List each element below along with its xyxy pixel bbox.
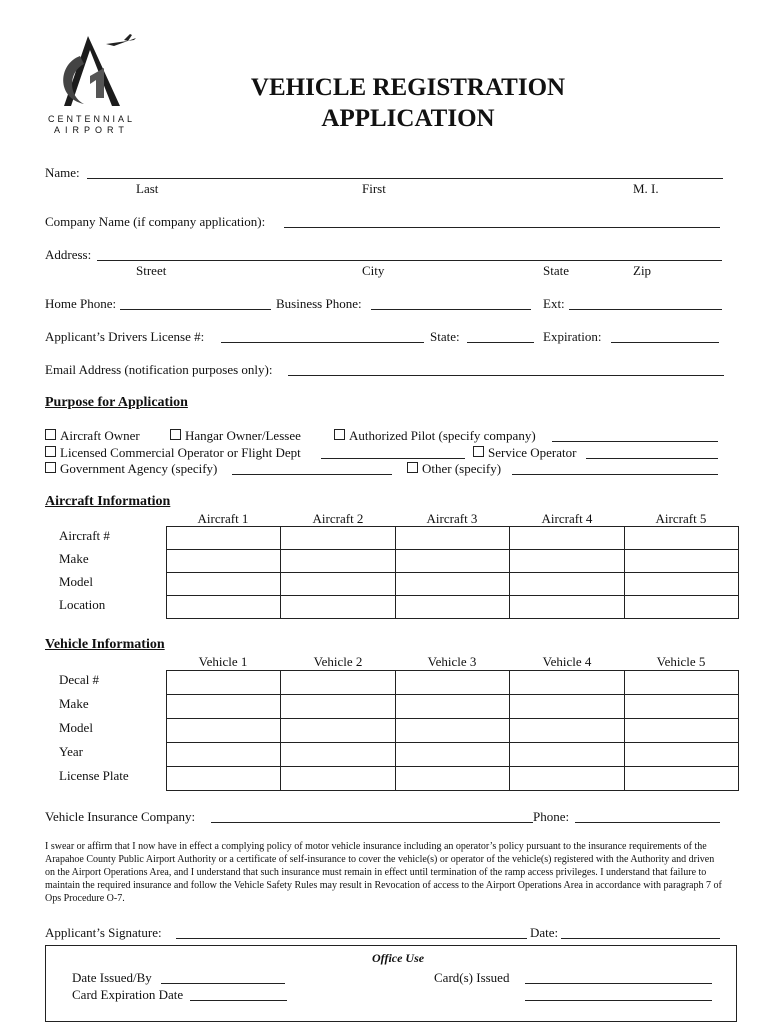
airport-logo [40, 28, 150, 138]
expiration-field[interactable] [611, 342, 719, 343]
page-title [248, 72, 568, 134]
airport-logo-mark [40, 28, 150, 113]
insurance-statement: I swear or affirm that I now have in effect a complying policy of motor vehicle insurance including an operator’s policy pursuant to the insurance requirements of the Arapahoe County Public Airport Authority or a certificate of self-insurance to cover the vehicle(s) or operator of the vehicle(s) registered with the Authority and driven on the Airport Operations Area, and I understand that such insurance must remain in effect until termination of the ramp access privileges. I understand that failure to maintain the required insurance and follow the Vehicle Safety Rules may result in Revocation of access to the Airport Operations Area in accordance with paragraph 7 of Ops Procedure O-7. [45, 841, 722, 904]
table-cell[interactable] [281, 695, 395, 719]
table-cell[interactable] [395, 671, 509, 695]
table-cell[interactable] [167, 695, 281, 719]
vehicle-table [166, 670, 739, 791]
table-cell[interactable] [167, 573, 281, 596]
business-phone-field[interactable] [371, 309, 531, 310]
vehicle-heading: Vehicle Information [45, 637, 165, 652]
checkbox[interactable] [45, 446, 56, 457]
table-row [167, 596, 739, 619]
table-cell[interactable] [510, 573, 624, 596]
table-cell[interactable] [624, 550, 738, 573]
name-field[interactable] [87, 178, 723, 179]
vehicle-col-5: Vehicle 5 [656, 654, 706, 669]
option-hangar-owner[interactable] [170, 428, 301, 444]
home-phone-field[interactable] [120, 309, 271, 310]
table-row [167, 767, 739, 791]
name-sub-first: First [362, 181, 386, 196]
table-cell[interactable] [281, 527, 395, 550]
table-cell[interactable] [624, 695, 738, 719]
signature-field[interactable] [176, 938, 527, 939]
aircraft-row-label: Aircraft # [59, 528, 110, 543]
cards-issued-field[interactable] [525, 983, 712, 984]
page-title-line2: APPLICATION [321, 105, 495, 132]
license-state-label: State: [430, 329, 460, 344]
checkbox[interactable] [334, 429, 345, 440]
home-phone-label: Home Phone: [45, 296, 117, 311]
table-cell[interactable] [624, 743, 738, 767]
address-field[interactable] [97, 260, 722, 261]
vehicle-row-label: Model [59, 720, 93, 735]
table-cell[interactable] [395, 719, 509, 743]
name-sub-last: Last [136, 181, 159, 196]
table-cell[interactable] [510, 695, 624, 719]
table-cell[interactable] [510, 550, 624, 573]
email-field[interactable] [288, 375, 724, 376]
company-field[interactable] [284, 227, 720, 228]
table-cell[interactable] [510, 767, 624, 791]
address-sub-city: City [362, 263, 385, 278]
checkbox[interactable] [45, 429, 56, 440]
table-cell[interactable] [510, 743, 624, 767]
aircraft-row-label: Model [59, 574, 93, 589]
table-cell[interactable] [624, 767, 738, 791]
cards-issued-field-2[interactable] [525, 1000, 712, 1001]
aircraft-col-1: Aircraft 1 [197, 511, 249, 526]
address-sub-state: State [543, 263, 569, 278]
table-row [167, 743, 739, 767]
card-expiration-label: Card Expiration Date [72, 987, 184, 1002]
table-cell[interactable] [510, 527, 624, 550]
table-cell[interactable] [281, 767, 395, 791]
table-cell[interactable] [281, 719, 395, 743]
aircraft-col-5: Aircraft 5 [655, 511, 707, 526]
vehicle-row-label: Year [59, 744, 83, 759]
table-cell[interactable] [167, 767, 281, 791]
option-label: Licensed Commercial Operator or Flight Dept [60, 445, 301, 460]
option-aircraft-owner[interactable] [45, 428, 140, 444]
option-label: Authorized Pilot (specify company) [349, 428, 536, 443]
option-label: Aircraft Owner [60, 428, 140, 443]
table-cell[interactable] [281, 671, 395, 695]
table-row [167, 550, 739, 573]
checkbox[interactable] [473, 446, 484, 457]
aircraft-col-4: Aircraft 4 [541, 511, 593, 526]
signature-date-field[interactable] [561, 938, 720, 939]
vehicle-col-4: Vehicle 4 [542, 654, 592, 669]
option-label: Service Operator [488, 445, 577, 460]
table-cell[interactable] [167, 527, 281, 550]
date-issued-field[interactable] [161, 983, 285, 984]
licensed-operator-field[interactable] [321, 458, 465, 459]
government-agency-field[interactable] [232, 474, 392, 475]
vehicle-col-1: Vehicle 1 [198, 654, 248, 669]
option-label: Other (specify) [422, 461, 502, 476]
table-row [167, 573, 739, 596]
vehicle-row-label: Decal # [59, 672, 100, 687]
aircraft-col-2: Aircraft 2 [312, 511, 364, 526]
signature-date-label: Date: [530, 925, 559, 940]
drivers-license-label: Applicant’s Drivers License #: [45, 329, 205, 344]
office-use-heading: Office Use [372, 951, 425, 965]
table-cell[interactable] [624, 671, 738, 695]
authorized-pilot-field[interactable] [552, 441, 718, 442]
insurance-phone-label: Phone: [533, 809, 570, 824]
aircraft-row-label: Location [59, 597, 106, 612]
table-cell[interactable] [281, 550, 395, 573]
purpose-heading: Purpose for Application [45, 395, 188, 410]
table-cell[interactable] [395, 767, 509, 791]
checkbox[interactable] [45, 462, 56, 473]
address-label: Address: [45, 247, 92, 262]
card-expiration-field[interactable] [190, 1000, 287, 1001]
table-cell[interactable] [510, 596, 624, 619]
table-cell[interactable] [167, 550, 281, 573]
table-row [167, 695, 739, 719]
ext-label: Ext: [543, 296, 565, 311]
other-field[interactable] [512, 474, 718, 475]
expiration-label: Expiration: [543, 329, 602, 344]
ext-field[interactable] [569, 309, 722, 310]
option-label: Hangar Owner/Lessee [185, 428, 301, 443]
checkbox[interactable] [407, 462, 418, 473]
date-issued-label: Date Issued/By [72, 970, 152, 985]
table-cell[interactable] [395, 596, 509, 619]
table-cell[interactable] [281, 573, 395, 596]
insurance-company-field[interactable] [211, 822, 533, 823]
table-cell[interactable] [510, 719, 624, 743]
table-cell[interactable] [281, 743, 395, 767]
aircraft-col-3: Aircraft 3 [426, 511, 478, 526]
cards-issued-label: Card(s) Issued [434, 970, 510, 985]
name-label: Name: [45, 165, 80, 180]
company-label: Company Name (if company application): [45, 214, 266, 229]
insurance-company-label: Vehicle Insurance Company: [45, 809, 196, 824]
table-row [167, 719, 739, 743]
vehicle-row-label: License Plate [59, 768, 129, 783]
license-state-field[interactable] [467, 342, 534, 343]
table-row [167, 527, 739, 550]
table-cell[interactable] [395, 550, 509, 573]
table-cell[interactable] [510, 671, 624, 695]
option-label: Government Agency (specify) [60, 461, 218, 476]
table-cell[interactable] [167, 743, 281, 767]
option-licensed-operator[interactable] [45, 445, 301, 461]
table-cell[interactable] [395, 573, 509, 596]
aircraft-heading: Aircraft Information [45, 494, 171, 509]
service-operator-field[interactable] [586, 458, 718, 459]
table-cell[interactable] [167, 719, 281, 743]
table-cell[interactable] [395, 743, 509, 767]
page-title-line1: VEHICLE REGISTRATION [250, 74, 566, 101]
table-cell[interactable] [624, 719, 738, 743]
table-cell[interactable] [395, 695, 509, 719]
insurance-phone-field[interactable] [575, 822, 720, 823]
checkbox[interactable] [170, 429, 181, 440]
vehicle-row-label: Make [59, 696, 89, 711]
option-authorized-pilot[interactable] [334, 428, 536, 444]
table-cell[interactable] [281, 596, 395, 619]
name-sub-mi: M. I. [633, 181, 659, 196]
table-cell[interactable] [624, 573, 738, 596]
drivers-license-field[interactable] [221, 342, 424, 343]
table-cell[interactable] [167, 596, 281, 619]
logo-text-centennial: CENTENNIAL [48, 114, 136, 124]
address-sub-street: Street [136, 263, 167, 278]
vehicle-col-3: Vehicle 3 [427, 654, 477, 669]
table-cell[interactable] [395, 527, 509, 550]
option-service-operator[interactable] [473, 445, 576, 461]
table-cell[interactable] [624, 527, 738, 550]
vehicle-col-2: Vehicle 2 [313, 654, 363, 669]
business-phone-label: Business Phone: [276, 296, 362, 311]
aircraft-table [166, 526, 739, 619]
email-label: Email Address (notification purposes only): [45, 362, 273, 377]
table-row [167, 671, 739, 695]
table-cell[interactable] [167, 671, 281, 695]
option-government-agency[interactable] [45, 461, 217, 477]
option-other[interactable] [407, 461, 501, 477]
signature-label: Applicant’s Signature: [45, 925, 162, 940]
address-sub-zip: Zip [633, 263, 652, 278]
aircraft-row-label: Make [59, 551, 89, 566]
logo-text-airport: AIRPORT [54, 125, 129, 135]
table-cell[interactable] [624, 596, 738, 619]
